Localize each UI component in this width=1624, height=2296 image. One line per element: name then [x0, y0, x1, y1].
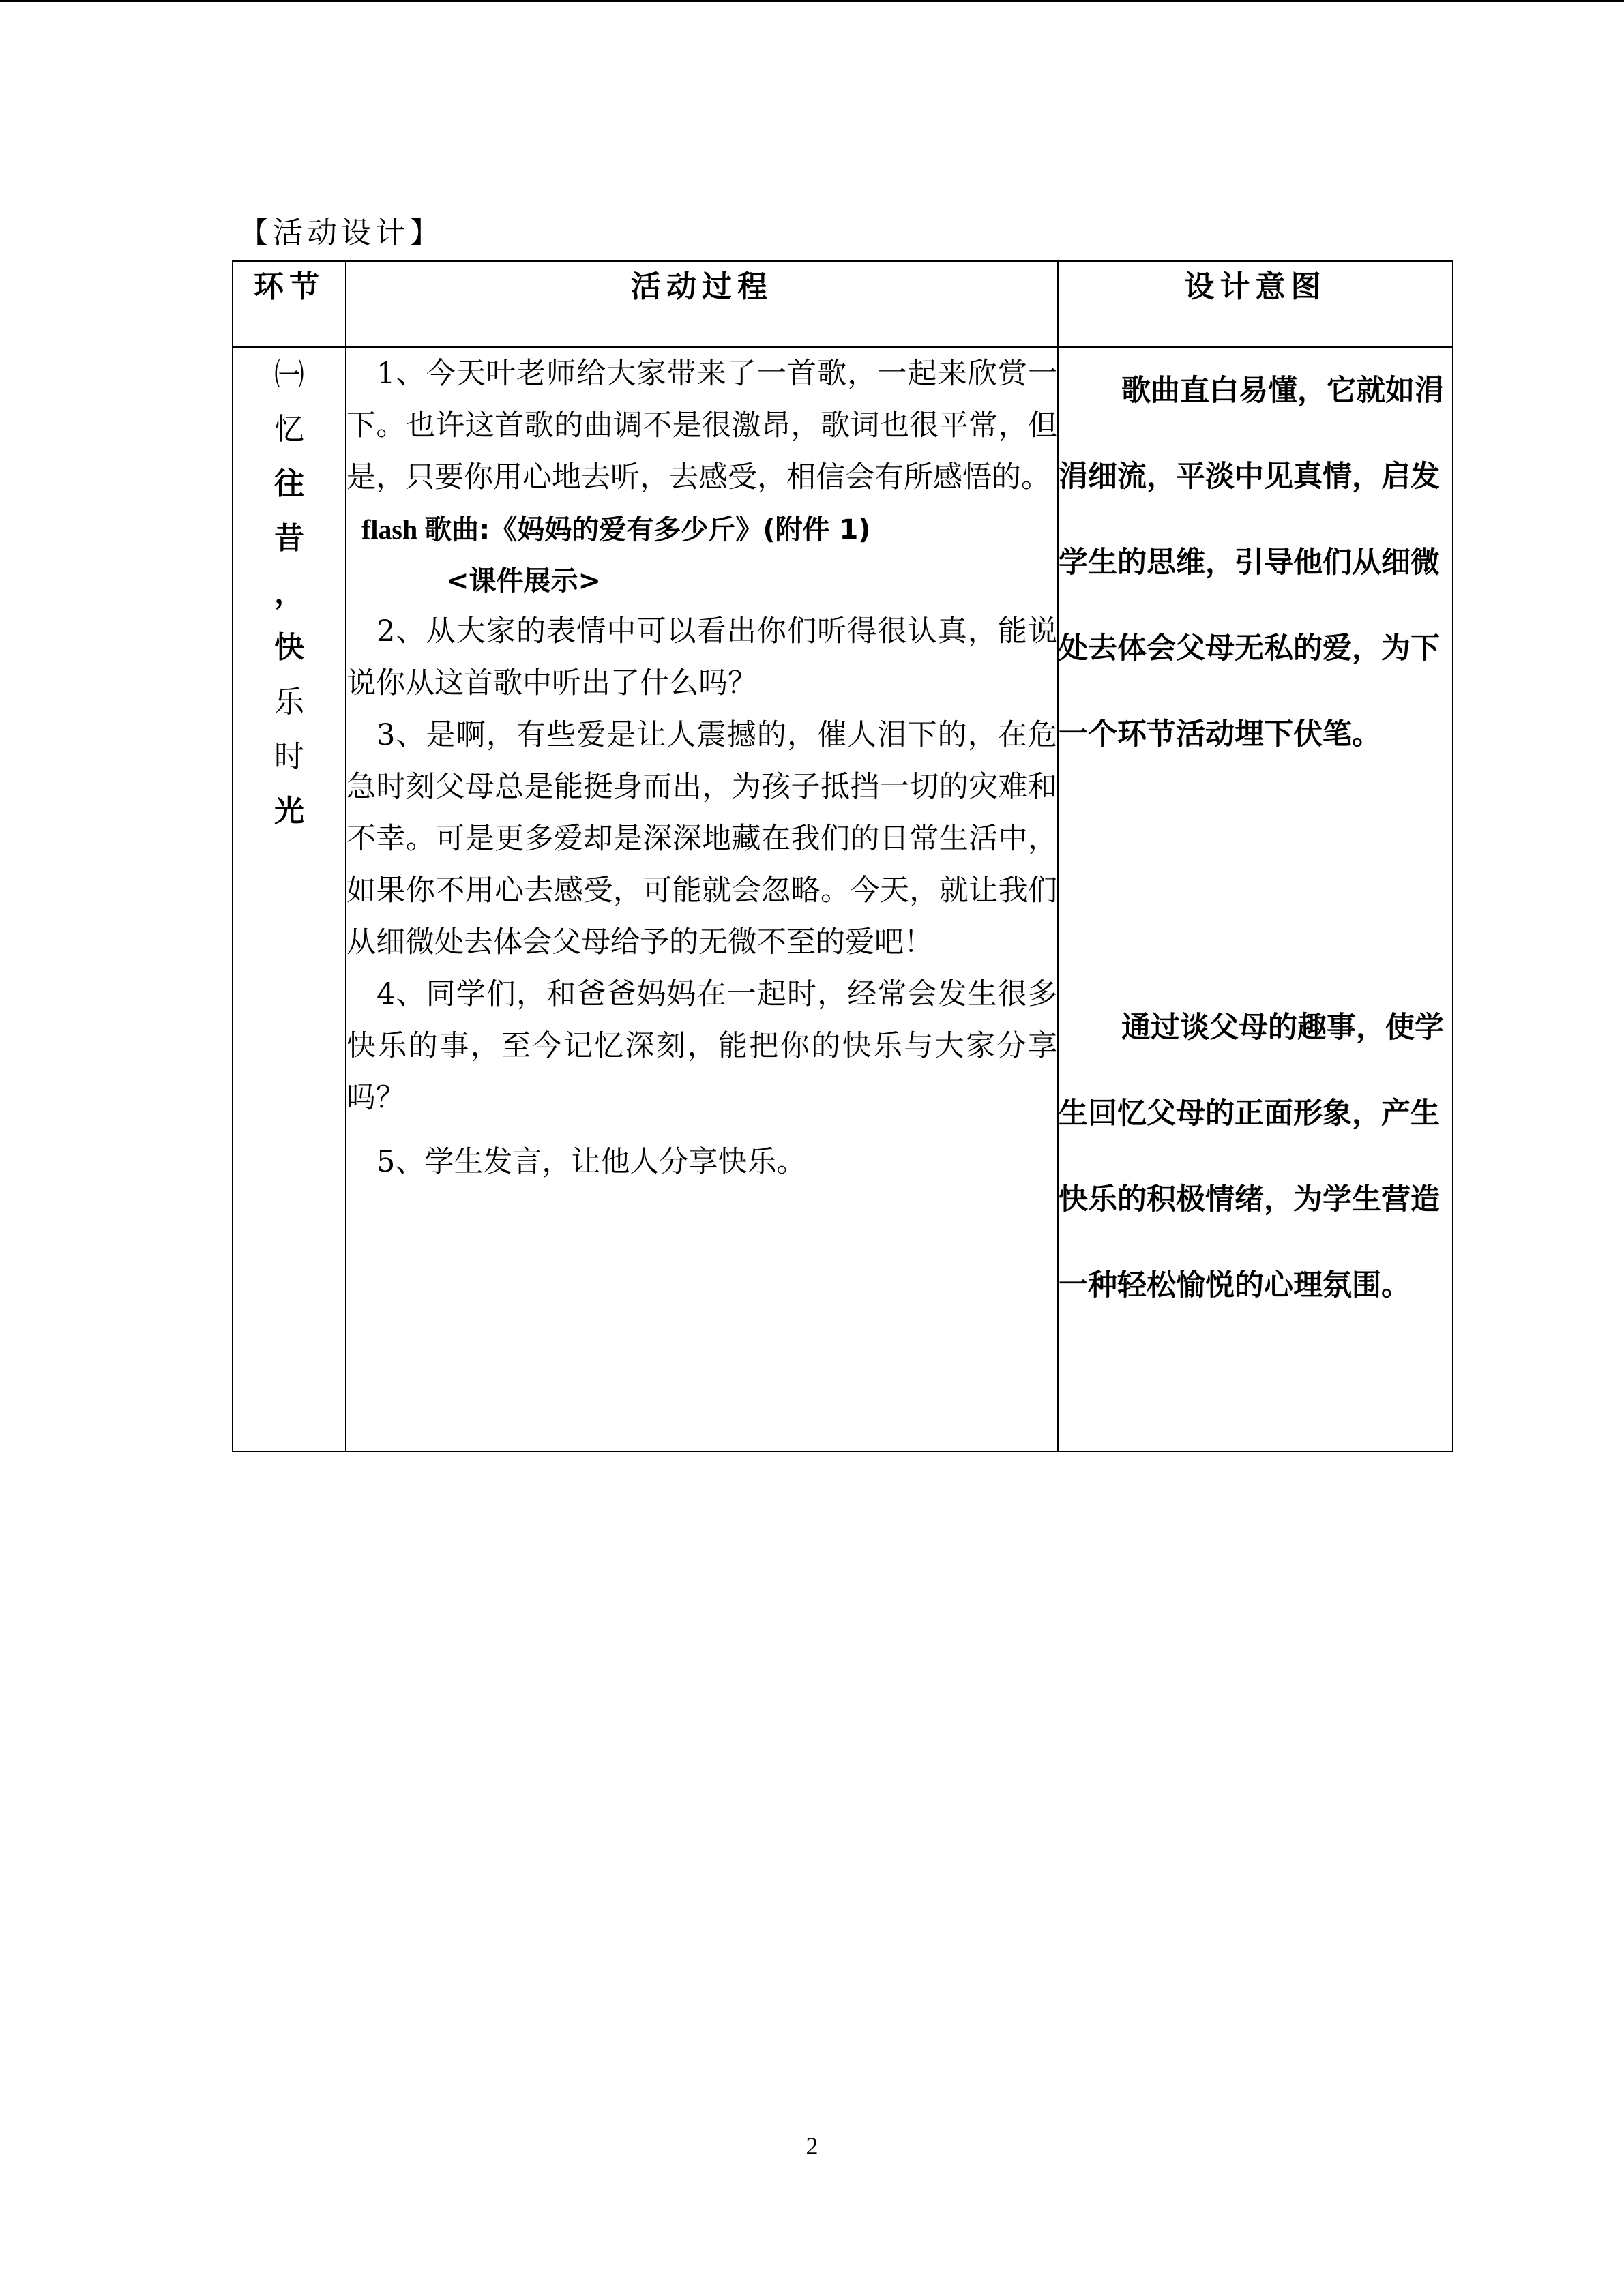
process-step-1-text: 1、今天叶老师给大家带来了一首歌，一起来欣赏一下。也许这首歌的曲调不是很激昂，歌词也很平常，但是，只要你用心地去听，去感受，相信会有所感悟的。	[346, 357, 1057, 494]
header-intent: 设计意图	[1058, 261, 1453, 347]
stage-char: ，	[274, 576, 304, 610]
stage-label	[233, 348, 345, 839]
flash-song-title: :《妈妈的爱有多少斤》(附件 1)	[479, 514, 871, 546]
process-step-3-text: 3、是啊，有些爱是让人震撼的，催人泪下的，在危急时刻父母总是能挺身而出，为孩子抵挡一切的灾难和不幸。可是更多爱却是深深地藏在我们的日常生活中，如果你不用心去感受，可能就会忽略。今天，就让我们从细微处去体会父母给予的无微不至的爱吧！	[346, 718, 1057, 959]
intent-paragraph-1	[1059, 348, 1452, 777]
header-process: 活动过程	[346, 261, 1058, 347]
flash-song-line	[346, 503, 1057, 556]
courseware-note: <课件展示>	[446, 565, 602, 597]
intent-cell	[1058, 347, 1453, 1452]
section-heading: 【活动设计】	[239, 215, 443, 250]
process-step-4-text: 4、同学们，和爸爸妈妈在一起时，经常会发生很多快乐的事，至今记忆深刻，能把你的快乐与大家分享吗？	[346, 977, 1057, 1115]
stage-char: 光	[274, 794, 304, 829]
stage-char: 乐	[274, 685, 304, 719]
activity-design-table	[232, 260, 1453, 1452]
process-step-5	[346, 1136, 1057, 1188]
process-step-2-text: 2、从大家的表情中可以看出你们听得很认真，能说说你从这首歌中听出了什么吗？	[346, 614, 1057, 700]
intent-spacer	[1059, 777, 1452, 985]
process-cell	[346, 347, 1058, 1452]
page-top-rule	[0, 0, 1624, 2]
table-row	[233, 347, 1453, 1452]
stage-char: 昔	[274, 521, 304, 556]
flash-song-prefix: flash 歌曲	[361, 514, 479, 545]
intent-paragraph-2	[1059, 985, 1452, 1328]
stage-char: 快	[274, 630, 304, 665]
intent-paragraph-2-text: 通过谈父母的趣事，使学生回忆父母的正面形象，产生快乐的积极情绪，为学生营造一种轻松愉悦的心理氛围。	[1059, 1011, 1444, 1302]
page-number: 2	[806, 2132, 818, 2160]
process-step-3	[346, 709, 1057, 968]
stage-number: ㈠	[274, 357, 304, 392]
stage-char: 时	[274, 739, 304, 774]
stage-char: 忆	[274, 412, 304, 447]
table-header-row	[233, 261, 1453, 347]
intent-paragraph-1-text: 歌曲直白易懂，它就如涓涓细流，平淡中见真情，启发学生的思维，引导他们从细微处去体会父母无私的爱，为下一个环节活动埋下伏笔。	[1059, 374, 1444, 751]
stage-char: 往	[274, 466, 304, 501]
process-step-5-text: 5、学生发言，让他人分享快乐。	[377, 1145, 806, 1179]
process-step-2	[346, 606, 1057, 709]
header-stage: 环节	[233, 261, 346, 347]
stage-cell	[233, 347, 346, 1452]
process-step-1	[346, 348, 1057, 503]
process-step-4	[346, 968, 1057, 1124]
